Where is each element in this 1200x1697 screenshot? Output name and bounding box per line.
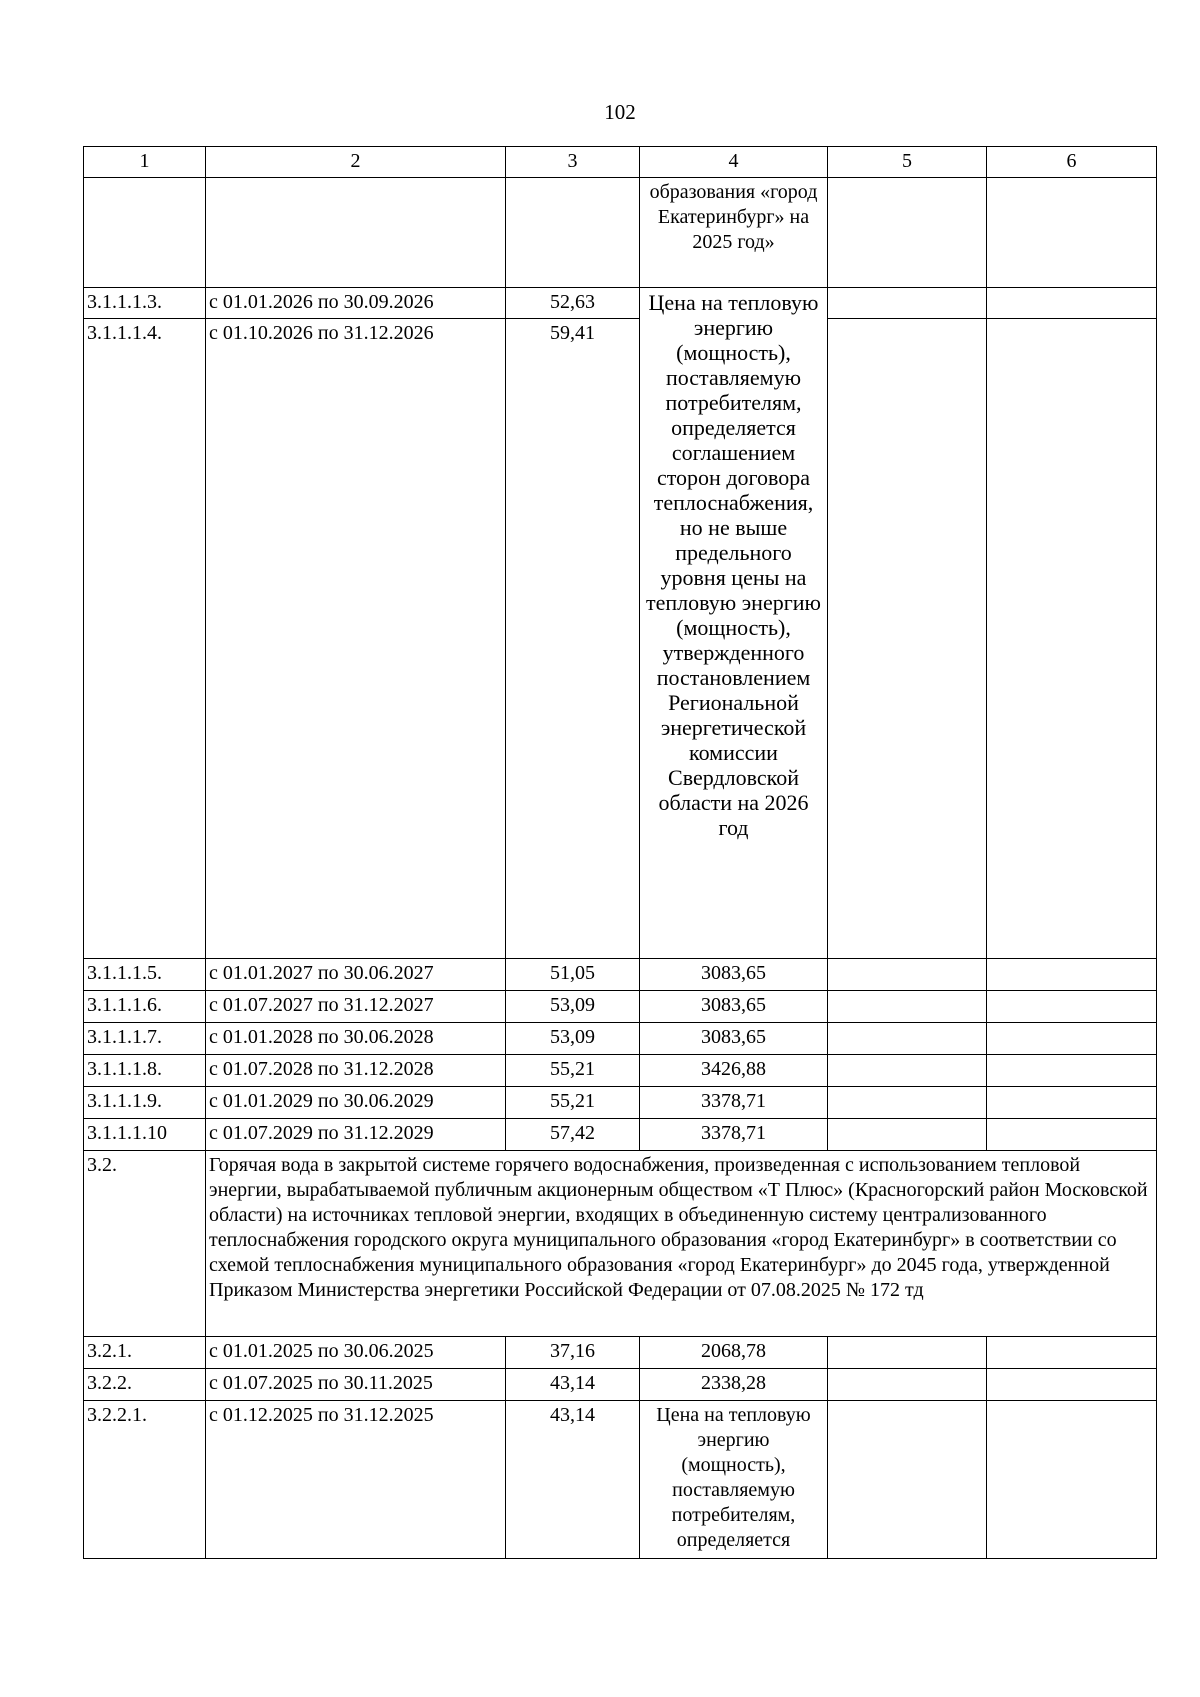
cell-col6 <box>987 959 1157 991</box>
header-col-4: 4 <box>640 147 828 178</box>
table-row <box>84 1055 1157 1087</box>
table-row <box>84 991 1157 1023</box>
cell-col6 <box>987 1401 1157 1559</box>
table-row <box>84 1337 1157 1369</box>
cell-price-note: Цена на тепловую энергию (мощность), поставляемую потребителям, определяется <box>640 1401 828 1559</box>
cell-period: с 01.01.2028 по 30.06.2028 <box>206 1023 506 1055</box>
cell-period: с 01.07.2027 по 31.12.2027 <box>206 991 506 1023</box>
table-row-continuation <box>84 178 1157 288</box>
cell-col6 <box>987 1055 1157 1087</box>
cell-col5 <box>828 1401 987 1559</box>
cell-code: 3.1.1.1.3. <box>84 288 206 319</box>
header-col-2: 2 <box>206 147 506 178</box>
cell-value: 43,14 <box>506 1401 640 1559</box>
cell-value: 52,63 <box>506 288 640 319</box>
cell-price: 3426,88 <box>640 1055 828 1087</box>
table-row <box>84 1119 1157 1151</box>
section-description: Горячая вода в закрытой системе горячего водоснабжения, произведенная с использованием тепловой энергии, вырабатываемой публичным акционерным обществом «Т Плюс» (Красногорский район Московской области) на источниках тепловой энергии, входящих в объединенную систему централизованного теплоснабжения городского округа муниципального образования «город Екатеринбург» в соответствии со схемой теплоснабжения муниципального образования «город Екатеринбург» до 2045 года, утвержденной Приказом Министерства энергетики Российской Федерации от 07.08.2025 № 172 тд <box>206 1151 1157 1337</box>
table-row <box>84 1401 1157 1559</box>
cell-period: с 01.10.2026 по 31.12.2026 <box>206 319 506 959</box>
cell-code: 3.1.1.1.8. <box>84 1055 206 1087</box>
table-row <box>84 288 1157 319</box>
cell-price: 2338,28 <box>640 1369 828 1401</box>
cell-period: с 01.01.2027 по 30.06.2027 <box>206 959 506 991</box>
cell-col5 <box>828 178 987 288</box>
cell-value: 53,09 <box>506 1023 640 1055</box>
cell-col6 <box>987 1337 1157 1369</box>
cell-price: 2068,78 <box>640 1337 828 1369</box>
table-row <box>84 959 1157 991</box>
section-row <box>84 1151 1157 1337</box>
cell-code: 3.1.1.1.10 <box>84 1119 206 1151</box>
cell-code: 3.1.1.1.7. <box>84 1023 206 1055</box>
cell-price-continuation: образования «город Екатеринбург» на 2025 год» <box>640 178 828 288</box>
cell-code: 3.2.1. <box>84 1337 206 1369</box>
cell-col5 <box>828 959 987 991</box>
cell-col6 <box>987 1023 1157 1055</box>
cell-period: с 01.01.2026 по 30.09.2026 <box>206 288 506 319</box>
cell-col6 <box>987 178 1157 288</box>
cell-value: 55,21 <box>506 1087 640 1119</box>
cell-period: с 01.07.2025 по 30.11.2025 <box>206 1369 506 1401</box>
table-row <box>84 319 1157 959</box>
cell-price-note: Цена на тепловую энергию (мощность), поставляемую потребителям, определяется соглашением сторон договора теплоснабжения, но не выше предельного уровня цены на тепловую энергию (мощность), утвержденного постановлением Региональной энергетической комиссии Свердловской области на 2026 год <box>640 288 828 959</box>
header-col-6: 6 <box>987 147 1157 178</box>
cell-code: 3.2.2. <box>84 1369 206 1401</box>
cell-col6 <box>987 1087 1157 1119</box>
cell-value: 57,42 <box>506 1119 640 1151</box>
cell-period: с 01.07.2028 по 31.12.2028 <box>206 1055 506 1087</box>
cell-value: 51,05 <box>506 959 640 991</box>
header-col-3: 3 <box>506 147 640 178</box>
cell-col6 <box>987 991 1157 1023</box>
cell-value <box>506 178 640 288</box>
cell-col5 <box>828 1055 987 1087</box>
cell-col5 <box>828 319 987 959</box>
cell-period: с 01.01.2029 по 30.06.2029 <box>206 1087 506 1119</box>
section-code: 3.2. <box>84 1151 206 1337</box>
page-number: 102 <box>604 100 636 124</box>
cell-value: 55,21 <box>506 1055 640 1087</box>
header-col-5: 5 <box>828 147 987 178</box>
cell-code: 3.1.1.1.6. <box>84 991 206 1023</box>
tariff-table <box>83 146 1157 1559</box>
cell-col5 <box>828 1023 987 1055</box>
cell-value: 59,41 <box>506 319 640 959</box>
table-row <box>84 1023 1157 1055</box>
cell-value: 43,14 <box>506 1369 640 1401</box>
cell-code: 3.1.1.1.9. <box>84 1087 206 1119</box>
cell-period <box>206 178 506 288</box>
cell-col6 <box>987 1119 1157 1151</box>
cell-price: 3378,71 <box>640 1119 828 1151</box>
cell-value: 53,09 <box>506 991 640 1023</box>
cell-code: 3.1.1.1.4. <box>84 319 206 959</box>
cell-period: с 01.01.2025 по 30.06.2025 <box>206 1337 506 1369</box>
cell-col5 <box>828 288 987 319</box>
cell-code: 3.1.1.1.5. <box>84 959 206 991</box>
cell-period: с 01.07.2029 по 31.12.2029 <box>206 1119 506 1151</box>
table-row <box>84 1087 1157 1119</box>
cell-col5 <box>828 1369 987 1401</box>
cell-price: 3083,65 <box>640 959 828 991</box>
cell-code <box>84 178 206 288</box>
cell-col6 <box>987 288 1157 319</box>
cell-price: 3083,65 <box>640 1023 828 1055</box>
cell-col5 <box>828 991 987 1023</box>
table-row <box>84 1369 1157 1401</box>
cell-value: 37,16 <box>506 1337 640 1369</box>
cell-price: 3083,65 <box>640 991 828 1023</box>
cell-col5 <box>828 1119 987 1151</box>
cell-price: 3378,71 <box>640 1087 828 1119</box>
cell-code: 3.2.2.1. <box>84 1401 206 1559</box>
cell-period: с 01.12.2025 по 31.12.2025 <box>206 1401 506 1559</box>
table-header-row <box>84 147 1157 178</box>
cell-col6 <box>987 319 1157 959</box>
cell-col5 <box>828 1087 987 1119</box>
cell-col5 <box>828 1337 987 1369</box>
cell-col6 <box>987 1369 1157 1401</box>
header-col-1: 1 <box>84 147 206 178</box>
